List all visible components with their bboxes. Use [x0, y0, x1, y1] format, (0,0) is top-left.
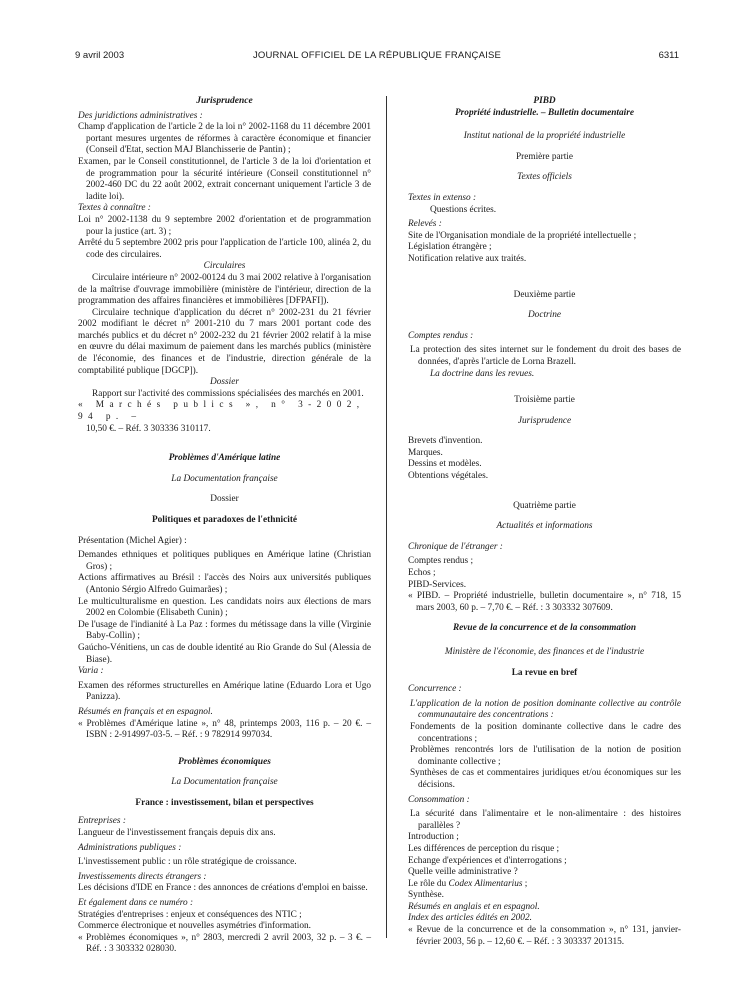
list-item: Questions écrites.	[430, 204, 497, 215]
list-item: Brevets d'invention.	[408, 436, 483, 447]
header-title: JOURNAL OFFICIEL DE LA RÉPUBLIQUE FRANÇAISE	[252, 50, 502, 61]
part-heading: Quatrième partie	[513, 500, 576, 511]
part-heading: Troisième partie	[514, 395, 575, 406]
list-item: La protection des sites internet sur le fondement du droit des bases de données, d'après l'article de Lorna Brazell.	[410, 345, 681, 367]
publication-title: Propriété industrielle. – Bulletin documentaire	[455, 107, 634, 118]
part-heading: Première partie	[515, 151, 574, 162]
list-item: Dessins et modèles.	[408, 459, 482, 470]
left-column	[78, 96, 371, 956]
list-item: Les différences de perception du risque ;	[408, 843, 560, 854]
list-item: Champ d'application de l'article 2 de la loi n° 2002-1168 du 11 décembre 2001 portant mesures urgentes de réformes à caractère économique et financier (Conseil d'Etat, section MAJ Blanchisserie de Pantin) ;	[78, 122, 371, 156]
list-item: Stratégies d'entreprises : enjeux et conséquences des NTIC ;	[78, 909, 302, 920]
codex-title: Codex Alimentarius	[448, 878, 523, 889]
reference-line: « Problèmes d'Amérique latine », n° 48, printemps 2003, 116 p. – 20 €. – ISBN : 2-914997-03-5. – Réf. : 9 782914 997034.	[78, 718, 371, 741]
column-divider	[386, 96, 387, 938]
subsection-label: Chronique de l'étranger :	[408, 541, 503, 552]
part-subheading: Actualités et informations	[496, 521, 593, 532]
header-date: 9 avril 2003	[75, 50, 125, 61]
jurisprudence-section	[78, 96, 371, 435]
list-item: Le multiculturalisme en question. Les candidats noirs aux élections de mars 2002 en Colombie (Elisabeth Cunin) ;	[78, 596, 371, 619]
list-item: La sécurité dans l'alimentaire et le non-alimentaire : des histoires parallèles ?	[410, 809, 681, 831]
publication-title: Problèmes économiques	[178, 756, 271, 767]
publisher: Institut national de la propriété industrielle	[463, 131, 626, 142]
list-item: Examen des réformes structurelles en Amérique latine (Eduardo Lora et Ugo Panizza).	[78, 680, 371, 703]
list-item: Demandes ethniques et politiques publiques en Amérique latine (Christian Gros) ;	[78, 550, 371, 572]
subsection-label: Relevés :	[408, 219, 442, 230]
reference-line: « Marchés publics », n° 3-2002, 94 p. –	[78, 400, 365, 423]
list-item: Commerce électronique et nouvelles asymétries d'information.	[78, 921, 311, 932]
summary-note: Résumés en anglais et en espagnol.	[408, 901, 540, 912]
reference-line: « Revue de la concurrence et de la consommation », n° 131, janvier-février 2003, 56 p. – 12,60 €. – Réf. : 3 303337 201315.	[408, 925, 681, 947]
list-item: La doctrine dans les revues.	[430, 368, 535, 379]
section-heading: Circulaires	[203, 261, 246, 272]
section-heading: Dossier	[210, 377, 239, 388]
list-item: Marques.	[408, 447, 443, 458]
list-item: Les décisions d'IDE en France : des annonces de créations d'emploi en baisse.	[78, 883, 368, 894]
section-heading: La revue en bref	[511, 667, 578, 678]
subsection-label: Des juridictions administratives :	[78, 110, 203, 121]
publication-title: Problèmes d'Amérique latine	[168, 453, 281, 464]
list-item: Problèmes rencontrés lors de l'utilisation de la notion de position dominante collective ;	[410, 745, 681, 767]
list-item: L'application de la notion de position dominante collective au contrôle communautaire des concentrations :	[410, 698, 681, 721]
publication-title: Revue de la concurrence et de la consommation	[452, 623, 637, 634]
theme-title: France : investissement, bilan et perspectives	[135, 797, 314, 808]
codex-suffix: ;	[522, 878, 528, 889]
summary-note: Résumés en français et en espagnol.	[78, 706, 213, 717]
list-item: Echos ;	[408, 568, 436, 579]
paragraph: Circulaire technique d'application du décret n° 2002-231 du 21 février 2002 modifiant le décret n° 2001-210 du 7 mars 2001 portant code des marchés publics et du décret n° 2002-232 du 21 février 2002 relatif à la mise en œuvre du délai maximum de paiement dans les marchés publics (ministère de l'économie, des finances et de l'industrie, direction générale de la comptabilité publique [DGCP]).	[78, 307, 371, 376]
list-item: Synthèses de cas et commentaires juridiques et/ou économiques sur les décisions.	[410, 768, 681, 790]
part-heading: Deuxième partie	[513, 289, 576, 300]
subsection-label: Administrations publiques :	[78, 842, 182, 853]
list-item: Législation étrangère ;	[408, 242, 492, 253]
list-item: Quelle veille administrative ?	[408, 867, 518, 878]
list-item: Actions affirmatives au Brésil : l'accès des Noirs aux universités publiques (Antonio Sérgio Alfredo Guimarães) ;	[78, 573, 371, 595]
list-item: Echange d'expériences et d'interrogations ;	[408, 855, 567, 866]
part-subheading: Textes officiels	[517, 172, 572, 183]
publisher: La Documentation française	[171, 473, 278, 484]
list-item: L'investissement public : un rôle stratégique de croissance.	[78, 857, 297, 868]
list-item: Introduction ;	[408, 832, 459, 843]
list-item: Site de l'Organisation mondiale de la propriété intellectuelle ;	[408, 230, 637, 241]
part-subheading: Doctrine	[527, 310, 562, 321]
list-item: Gaúcho-Vénitiens, un cas de double identité au Rio Grande do Sul (Alessia de Biase).	[78, 642, 371, 665]
list-item: Comptes rendus ;	[408, 556, 474, 567]
subsection-label: Consommation :	[408, 794, 470, 805]
ministry: Ministère de l'économie, des finances et de l'industrie	[444, 647, 645, 657]
list-item: Fondements de la position dominante collective dans le cadre des concentrations ;	[410, 721, 681, 744]
index-note: Index des articles édités en 2002.	[408, 913, 532, 924]
pibd-section	[408, 96, 681, 614]
list-item: Obtentions végétales.	[408, 471, 489, 482]
publisher: La Documentation française	[171, 777, 278, 788]
reference-line: « PIBD. – Propriété industrielle, bulletin documentaire », n° 718, 15 mars 2003, 60 p. – 7,70 €. – Réf. : 3 303332 307609.	[408, 591, 681, 613]
subsection-label: Investissements directs étrangers :	[78, 871, 207, 882]
list-item: Notification relative aux traités.	[408, 253, 527, 264]
codex-prefix: Le rôle du	[408, 878, 449, 889]
right-column	[408, 96, 681, 948]
subsection-label: Et également dans ce numéro :	[78, 898, 194, 909]
header-page-number: 6311	[658, 50, 679, 61]
list-item: PIBD-Services.	[408, 579, 467, 590]
list-item: Synthèse.	[408, 890, 444, 901]
problemes-economiques-section	[78, 757, 371, 956]
list-item	[408, 879, 681, 891]
publication-label: PIBD	[533, 96, 556, 106]
list-item: Langueur de l'investissement français depuis dix ans.	[78, 828, 276, 839]
part-subheading: Jurisprudence	[517, 415, 572, 426]
list-item: De l'usage de l'indianité à La Paz : formes du métissage dans la ville (Virginie Baby-Collin) ;	[78, 619, 371, 642]
subsection-label: Textes à connaître :	[78, 203, 151, 214]
reference-line: « Problèmes économiques », n° 2803, mercredi 2 avril 2003, 32 p. – 3 €. – Réf. : 3 303332 028030.	[78, 932, 371, 955]
subsection-label: Concurrence :	[408, 684, 462, 695]
subsection-label: Varia :	[78, 666, 104, 677]
list-item: Arrêté du 5 septembre 2002 pris pour l'application de l'article 100, alinéa 2, du code des circulaires.	[78, 238, 371, 260]
paragraph: Circulaire intérieure n° 2002-00124 du 3 mai 2002 relative à l'organisation de la maîtrise d'ouvrage immobilière (ministère de l'intérieur, direction de la programmation des affaires financières et immobilières [DFPAFI]).	[78, 272, 371, 307]
concurrence-section	[408, 623, 681, 948]
list-item: Présentation (Michel Agier) :	[78, 535, 187, 546]
theme-title: Politiques et paradoxes de l'ethnicité	[151, 515, 298, 525]
page-header	[75, 50, 679, 64]
section-heading: Jurisprudence	[196, 96, 253, 106]
list-item: Loi n° 2002-1138 du 9 septembre 2002 d'orientation et de programmation pour la justice (art. 3) ;	[78, 214, 371, 237]
subsection-label: Textes in extenso :	[408, 192, 477, 203]
paragraph: Rapport sur l'activité des commissions spécialisées des marchés en 2001.	[92, 388, 364, 399]
subsection-label: Comptes rendus :	[408, 330, 474, 341]
subsection-label: Entreprises :	[78, 816, 126, 827]
reference-line: 10,50 €. – Réf. 3 303336 310117.	[86, 423, 211, 434]
list-item: Examen, par le Conseil constitutionnel, de l'article 3 de la loi d'orientation et de programmation pour la sécurité intérieure (Conseil constitutionnel n° 2002-460 DC du 22 août 2002, extrait concernant uniquement l'article 3 de ladite loi).	[78, 156, 371, 202]
amerique-latine-section	[78, 453, 371, 741]
dossier-label: Dossier	[210, 494, 239, 505]
